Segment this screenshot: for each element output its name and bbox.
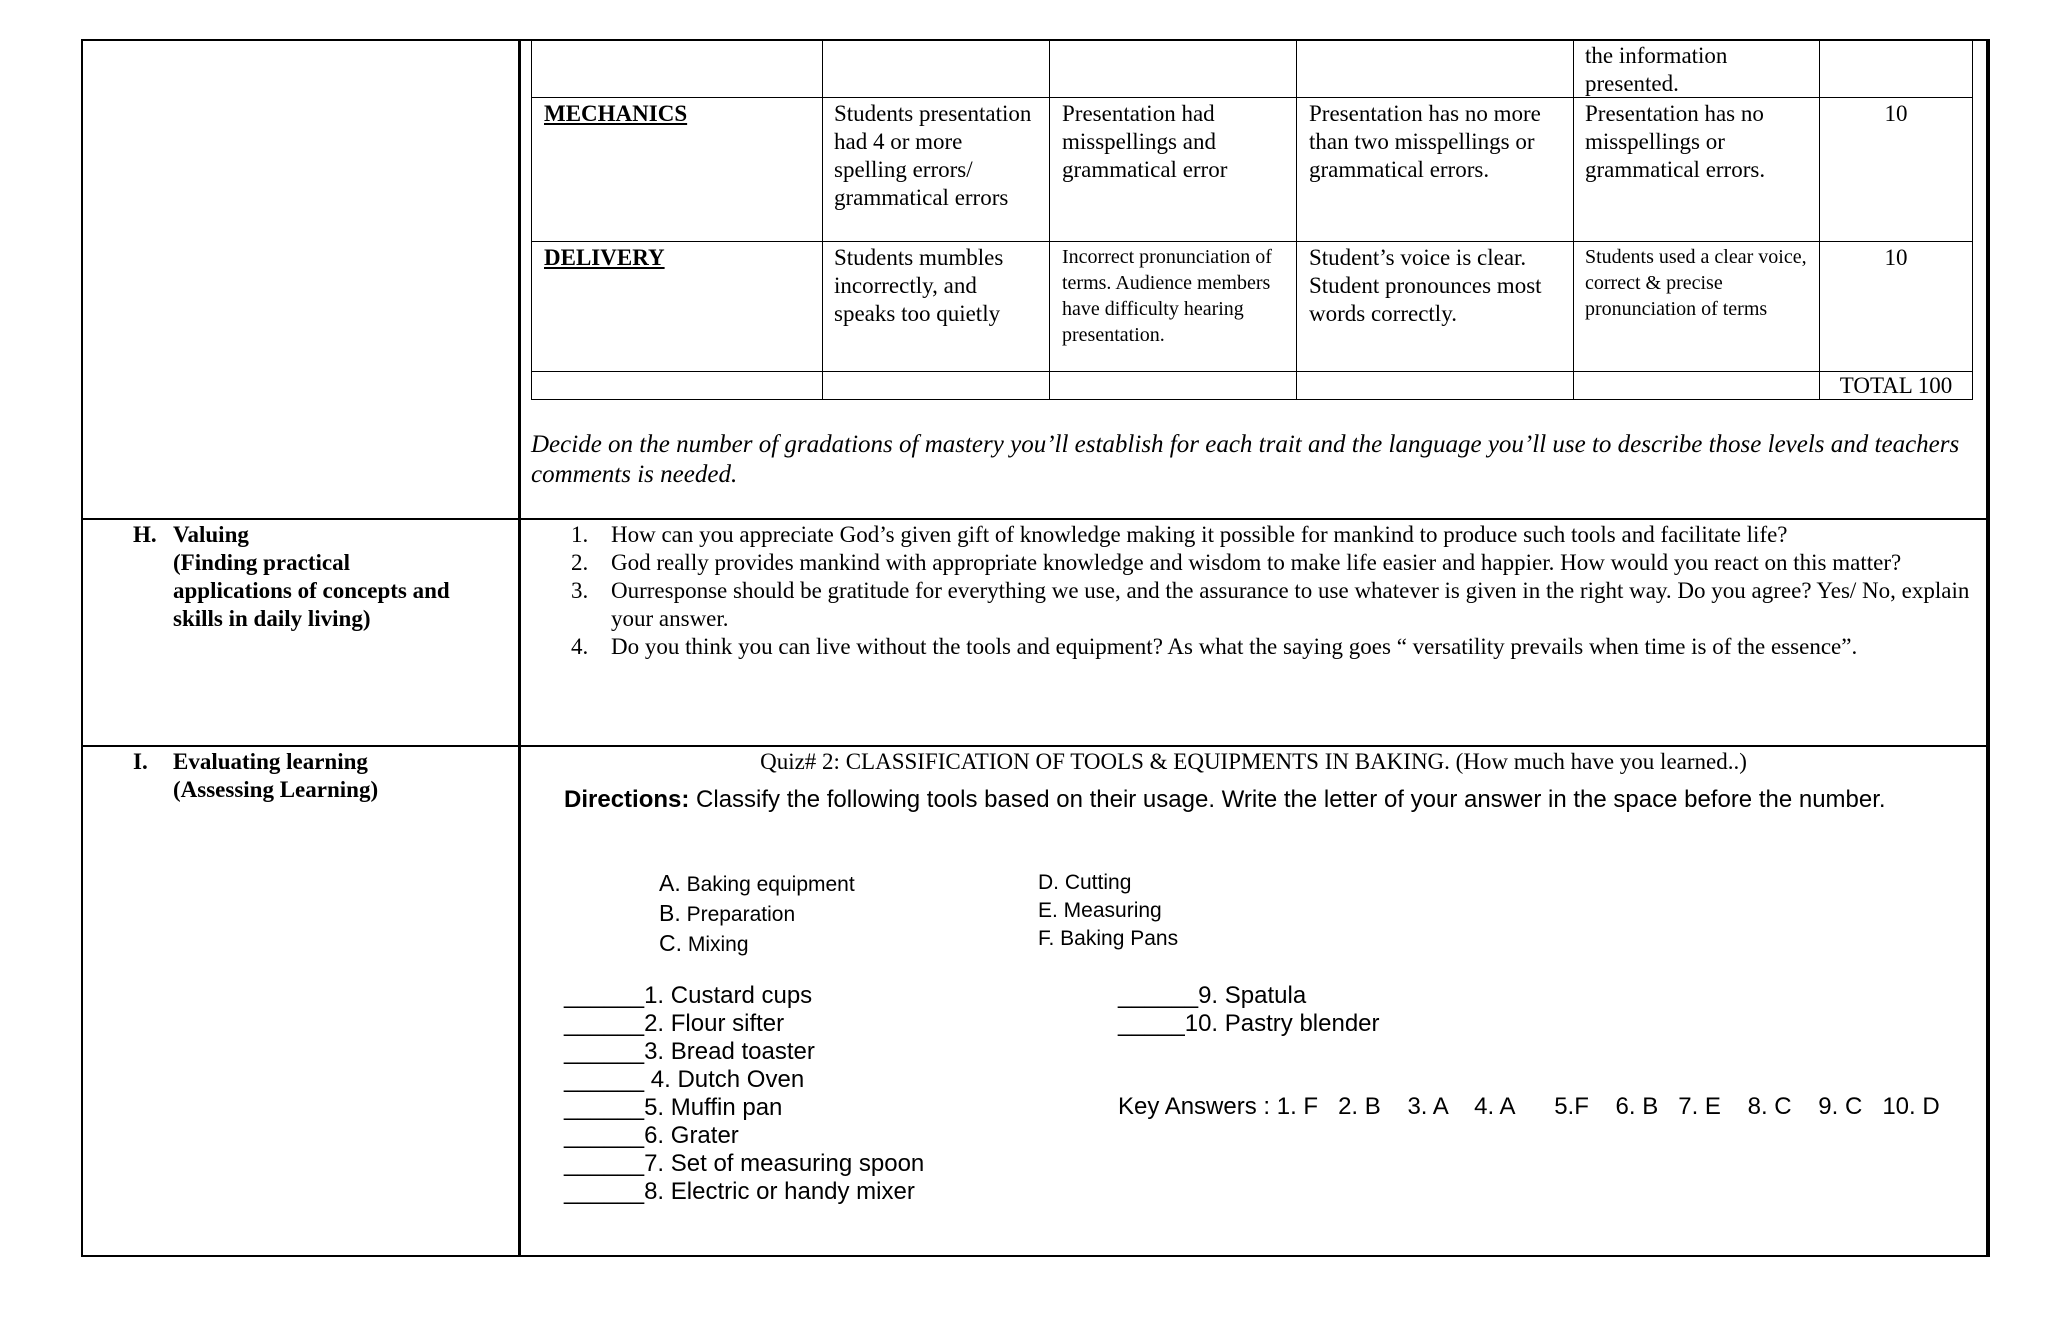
choice-text: Mixing [687,933,749,956]
outer-left-border [81,39,83,1257]
rubric-row-line [531,371,1973,372]
choices-right [1038,869,1178,953]
rubric-cell: Presentation has no more than two misspellings or grammatical errors. [1309,101,1541,182]
quiz-item: ______2. Flour sifter [564,1010,785,1037]
quiz-item: ______3. Bread toaster [564,1038,815,1065]
rubric-col-line [1296,39,1297,400]
list-item-number: 2. [571,550,589,575]
outer-bottom-border [81,1255,1990,1257]
row-divider-i [81,745,1990,747]
quiz-item: ______8. Electric or handy mixer [564,1178,915,1205]
rubric-cell: Students used a clear voice, correct & precise pronunciation of terms [1585,246,1807,320]
list-item-number: 3. [571,578,589,603]
section-h-subtitle-line: applications of concepts and [173,578,450,603]
section-i-title [173,748,513,804]
list-item-text: How can you appreciate God’s given gift of knowledge making it possible for mankind to produce such tools and facilitate life? [611,522,1788,547]
section-i-letter: I. [133,749,148,774]
choice-letter: A. [659,870,681,896]
criterion-delivery: DELIVERY [544,245,665,270]
rubric-col-line [1972,39,1973,400]
choice-item: E. Measuring [1038,899,1162,922]
rubric-cell: Students mumbles incorrectly, and speaks too quietly [834,245,1004,326]
rubric-col-line [531,39,532,400]
list-item [531,633,1976,661]
rubric-points: 10 [1884,245,1908,270]
section-h-subtitle-line: skills in daily living) [173,606,371,631]
quiz-directions [564,786,1964,814]
outer-right-border [1986,39,1990,1257]
list-item [531,549,1976,577]
choice-item [659,929,855,959]
rubric-col-line [1573,39,1574,400]
quiz-item: ______5. Muffin pan [564,1094,783,1121]
quiz-items-right [1118,982,1380,1038]
choice-text: Preparation [686,903,796,926]
section-h-letter: H. [133,522,157,547]
directions-text: Classify the following tools based on their usage. Write the letter of your answer in the space before the number. [689,786,1886,813]
rubric-cell: Students presentation had 4 or more spelling errors/ grammatical errors [834,101,1032,210]
quiz-item: _____10. Pastry blender [1118,1010,1380,1037]
rubric-col-line [1819,39,1820,400]
quiz-title: Quiz# 2: CLASSIFICATION OF TOOLS & EQUIPMENTS IN BAKING. (How much have you learned..) [760,749,1747,774]
section-i-title-main: Evaluating learning [173,749,368,774]
rubric-partial-cell: the information presented. [1585,43,1728,96]
rubric-points: 10 [1884,101,1908,126]
rubric-note: Decide on the number of gradations of mastery you’ll establish for each trait and the language you’ll use to describe those levels and teachers comments is needed. [531,431,1960,488]
valuing-question-list [531,521,1976,661]
section-h-title [173,521,513,633]
choice-letter: C. [659,930,682,956]
list-item [531,577,1976,633]
rubric-total: TOTAL 100 [1839,373,1953,398]
row-divider-h [81,518,1990,520]
key-answers: Key Answers : 1. F 2. B 3. A 4. A 5.F 6. B 7. E 8. C 9. C 10. D [1118,1093,1940,1120]
choices-left [659,869,855,959]
rubric-cell: Presentation has no misspellings or grammatical errors. [1585,101,1766,182]
list-item [531,521,1976,549]
rubric-col-line [822,39,823,400]
outer-top-border [81,39,1990,41]
list-item-number: 1. [571,522,589,547]
choice-letter: B. [659,900,681,926]
quiz-item: ______6. Grater [564,1122,739,1149]
choice-item [659,899,855,929]
list-item-text: Ourresponse should be gratitude for everything we use, and the assurance to use whatever is given in the right way. Do you agree? Yes/ No, explain your answer. [611,578,1970,631]
column-divider [518,39,521,1257]
choice-item: D. Cutting [1038,871,1132,894]
rubric-cell: Incorrect pronunciation of terms. Audience members have difficulty hearing presentation. [1062,246,1272,346]
quiz-item: ______1. Custard cups [564,982,813,1009]
quiz-item: ______9. Spatula [1118,982,1307,1009]
rubric-bottom-line [531,399,1973,400]
quiz-items-left [564,982,924,1206]
rubric-col-line [1049,39,1050,400]
rubric-cell: Presentation had misspellings and grammatical error [1062,101,1228,182]
section-h-subtitle-line: (Finding practical [173,550,350,575]
section-i-subtitle: (Assessing Learning) [173,777,379,802]
section-h-title-main: Valuing [173,522,249,547]
quiz-item: ______ 4. Dutch Oven [564,1066,805,1093]
directions-label: Directions: [564,786,690,813]
list-item-number: 4. [571,634,589,659]
list-item-text: God really provides mankind with appropriate knowledge and wisdom to make life easier and happier. How would you react on this matter? [611,550,1902,575]
choice-item: F. Baking Pans [1038,927,1179,950]
list-item-text: Do you think you can live without the tools and equipment? As what the saying goes “ versatility prevails when time is of the essence”. [611,634,1858,659]
choice-text: Baking equipment [686,873,855,896]
criterion-mechanics: MECHANICS [544,101,688,126]
choice-item [659,869,855,899]
quiz-item: ______7. Set of measuring spoon [564,1150,925,1177]
rubric-row-line [531,241,1973,242]
rubric-cell: Student’s voice is clear. Student pronounces most words correctly. [1309,245,1542,326]
